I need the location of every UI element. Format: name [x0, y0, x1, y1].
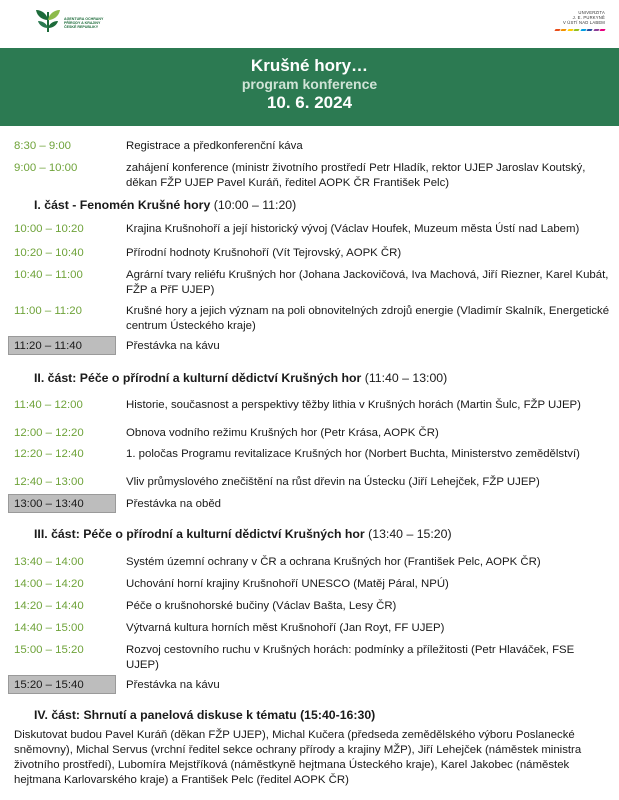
program-time: 12:20 – 12:40: [14, 448, 84, 460]
section-title: III. část: Péče o přírodní a kulturní dědictví Krušných hor: [34, 527, 365, 541]
program-text: Agrární tvary reliéfu Krušných hor (Johana Jackovičová, Iva Machová, Jiří Riezner, Karel Kubát, FŽP a PřF UJEP): [126, 269, 609, 296]
ujep-logo: [555, 10, 606, 31]
break-text: Přestávka na oběd: [126, 498, 221, 510]
break-text: Přestávka na kávu: [126, 340, 220, 352]
break-time: 11:20 – 11:40: [14, 340, 82, 352]
program-time: 15:00 – 15:20: [14, 644, 84, 656]
page-header: [0, 0, 619, 48]
program-text: Rozvoj cestovního ruchu v Krušných horách: podmínky a příležitosti (Petr Hlaváček, FSE UJEP): [126, 644, 575, 671]
program-time: 14:00 – 14:20: [14, 578, 84, 590]
section-title: I. část - Fenomén Krušné hory: [34, 198, 211, 212]
program-time: 11:40 – 12:00: [14, 399, 83, 411]
program-time: 9:00 – 10:00: [14, 162, 78, 174]
aopk-logo-text: AGENTURA OCHRANY PŘÍRODY A KRAJINY ČESKÉ REPUBLIKY: [64, 17, 104, 30]
conference-title: Krušné hory…: [250, 56, 369, 75]
panel-discussion-text: Diskutovat budou Pavel Kuráň (děkan FŽP UJEP), Michal Kučera (předseda zemědělského výboru Poslanecké sněmovny), Michal Servus (vrchní ředitel sekce ochrany přírody a krajiny MŽP), Jiří Lehejček (náměstek ministra životního prostředí), Lubomíra Mejstříková (náměstkyně hejtmana Ústeckého kraje), Karel Jakobec (náměstek hejtmana Karlovarského kraje) a František Pelc (ředitel AOPK ČR): [14, 729, 582, 786]
conference-date: 10. 6. 2024: [266, 93, 353, 112]
program-text: Krušné hory a jejich význam na poli obnovitelných zdrojů energie (Vladimír Skalník, Energetické centrum Ústeckého kraje): [126, 305, 610, 332]
program-time: 14:20 – 14:40: [14, 600, 84, 612]
program-time: 10:40 – 11:00: [14, 269, 83, 281]
section-heading: [34, 370, 447, 386]
program-time: 13:40 – 14:00: [14, 556, 84, 568]
section-time: (10:00 – 11:20): [213, 198, 297, 212]
program-text: zahájení konference (ministr životního prostředí Petr Hladík, rektor UJEP Jaroslav Koutský, děkan FŽP UJEP Pavel Kuráň, ředitel AOPK ČR František Pelc): [126, 162, 586, 189]
ujep-stripes-icon: [555, 29, 606, 31]
program-text: Obnova vodního režimu Krušných hor (Petr Krása, AOPK ČR): [126, 427, 439, 439]
aopk-logo: [34, 8, 110, 34]
section-heading: [34, 197, 296, 213]
program-text: Registrace a předkonferenční káva: [126, 140, 303, 152]
section-title: IV. část: Shrnutí a panelová diskuse k tématu (15:40-16:30): [34, 708, 376, 722]
section-time: (13:40 – 15:20): [368, 527, 452, 541]
break-text: Přestávka na kávu: [126, 679, 220, 691]
section-heading: [34, 707, 375, 723]
program-time: 12:00 – 12:20: [14, 427, 84, 439]
section-heading: [34, 526, 452, 542]
conference-subtitle: program konference: [241, 76, 378, 92]
section-title: II. část: Péče o přírodní a kulturní dědictví Krušných hor: [34, 371, 362, 385]
title-banner: [0, 48, 619, 126]
program-text: Uchování horní krajiny Krušnohoří UNESCO (Matěj Páral, NPÚ): [126, 578, 449, 590]
program-time: 12:40 – 13:00: [14, 476, 84, 488]
program-time: 10:00 – 10:20: [14, 223, 84, 235]
section-time: (11:40 – 13:00): [364, 371, 448, 385]
program-time: 14:40 – 15:00: [14, 622, 84, 634]
ujep-logo-text: UNIVERZITA J. E. PURKYNĚ V ÚSTÍ NAD LABEM: [562, 10, 605, 25]
break-time: 15:20 – 15:40: [14, 679, 84, 691]
program-text: Systém územní ochrany v ČR a ochrana Krušných hor (František Pelc, AOPK ČR): [126, 556, 541, 568]
program-text: Krajina Krušnohoří a její historický vývoj (Václav Houfek, Muzeum města Ústí nad Labem): [126, 223, 580, 235]
program-text: Historie, současnost a perspektivy těžby lithia v Krušných horách (Martin Šulc, FŽP UJEP): [126, 399, 581, 411]
program-text: Péče o krušnohorské bučiny (Václav Bašta, Lesy ČR): [126, 600, 397, 612]
program-text: Přírodní hodnoty Krušnohoří (Vít Tejrovský, AOPK ČR): [126, 247, 402, 259]
program-time: 8:30 – 9:00: [14, 140, 72, 152]
program-text: Vliv průmyslového znečištění na růst dřevin na Ústecku (Jiří Lehejček, FŽP UJEP): [126, 476, 540, 488]
program-text: Výtvarná kultura horních měst Krušnohoří (Jan Royt, FF UJEP): [126, 622, 445, 634]
program-text: 1. poločas Programu revitalizace Krušných hor (Norbert Buchta, Ministerstvo zemědělství): [126, 448, 580, 460]
leaf-icon: [34, 8, 62, 34]
program-time: 10:20 – 10:40: [14, 247, 84, 259]
program-time: 11:00 – 11:20: [14, 305, 82, 317]
break-time: 13:00 – 13:40: [14, 498, 84, 510]
